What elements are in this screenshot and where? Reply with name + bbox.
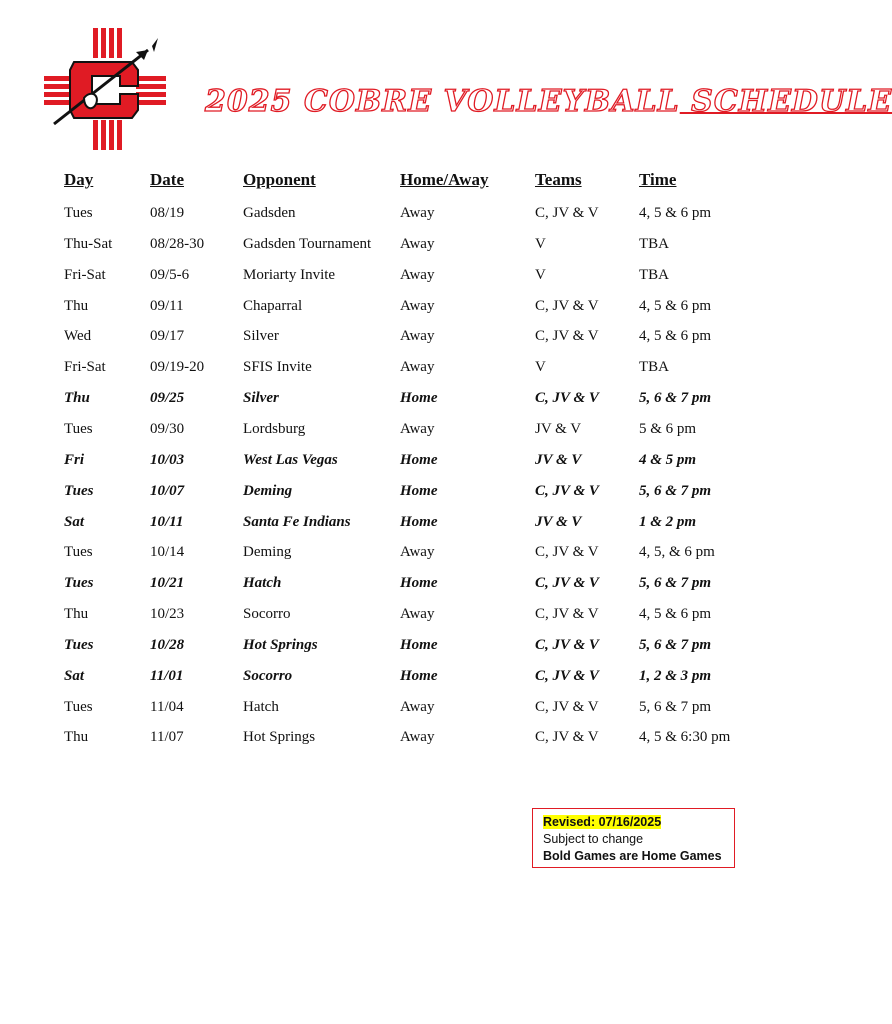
column-header-day: Day	[64, 170, 94, 189]
cell-location: Away	[400, 359, 435, 376]
cell-day: Thu	[64, 729, 89, 746]
cell-time: 4, 5 & 6:30 pm	[639, 729, 731, 746]
cell-teams: C, JV & V	[535, 606, 599, 623]
cell-location: Away	[400, 235, 435, 252]
cell-time: TBA	[639, 235, 669, 252]
cell-day: Thu-Sat	[64, 235, 113, 252]
cell-location: Home	[400, 575, 438, 592]
cell-day: Tues	[64, 482, 94, 499]
cell-opponent: Silver	[243, 390, 279, 407]
cell-day: Tues	[64, 636, 94, 653]
cell-opponent: Santa Fe Indians	[243, 513, 351, 530]
cell-time: 5, 6 & 7 pm	[639, 482, 712, 499]
cell-location: Away	[400, 297, 435, 314]
table-row	[0, 483, 791, 507]
cell-date: 08/28-30	[150, 235, 205, 252]
cell-teams: JV & V	[535, 513, 582, 530]
cell-date: 09/17	[150, 328, 185, 345]
cell-teams: C, JV & V	[535, 636, 599, 653]
cell-day: Wed	[64, 328, 92, 345]
cell-day: Fri	[64, 451, 85, 468]
cell-date: 08/19	[150, 205, 185, 221]
cell-day: Tues	[64, 544, 93, 561]
cell-location: Away	[400, 266, 435, 283]
cell-opponent: Silver	[243, 328, 279, 345]
cell-location: Away	[400, 698, 435, 715]
table-row	[0, 575, 791, 599]
cell-teams: C, JV & V	[535, 667, 599, 684]
cell-teams: C, JV & V	[535, 729, 599, 746]
table-row	[0, 205, 791, 229]
revision-note	[532, 808, 735, 868]
cell-date: 09/5-6	[150, 266, 190, 283]
cell-opponent: Socorro	[243, 667, 293, 684]
cell-opponent: Hatch	[243, 698, 279, 715]
cell-location: Home	[400, 513, 438, 530]
cell-teams: C, JV & V	[535, 297, 599, 314]
cell-day: Tues	[64, 698, 93, 715]
cell-time: 5, 6 & 7 pm	[639, 390, 712, 407]
cell-location: Home	[400, 636, 438, 653]
table-row	[0, 359, 791, 383]
column-header-time: Time	[639, 170, 677, 189]
cell-time: 4, 5 & 6 pm	[639, 297, 712, 314]
cell-date: 11/04	[150, 698, 184, 715]
cell-date: 09/11	[150, 297, 184, 314]
cell-time: 4, 5 & 6 pm	[639, 205, 712, 221]
cell-date: 10/23	[150, 606, 185, 623]
cell-teams: C, JV & V	[535, 390, 599, 407]
table-row	[0, 421, 791, 445]
cell-opponent: Socorro	[243, 606, 291, 623]
cell-date: 10/28	[150, 636, 185, 653]
cell-teams: C, JV & V	[535, 575, 599, 592]
cell-location: Away	[400, 420, 435, 437]
cell-teams: C, JV & V	[535, 205, 599, 221]
cell-day: Fri-Sat	[64, 266, 106, 283]
cell-day: Tues	[64, 575, 94, 592]
cell-teams: C, JV & V	[535, 328, 599, 345]
cell-time: TBA	[639, 266, 669, 283]
cell-teams: JV & V	[535, 420, 582, 437]
table-row	[0, 729, 791, 753]
cell-time: 5, 6 & 7 pm	[639, 636, 712, 653]
cell-opponent: Chaparral	[243, 297, 303, 314]
cell-opponent: Gadsden	[243, 205, 296, 221]
cell-time: 4 & 5 pm	[639, 451, 697, 468]
cell-day: Tues	[64, 205, 93, 221]
table-row	[0, 452, 791, 476]
cell-date: 10/14	[150, 544, 185, 561]
cell-teams: C, JV & V	[535, 482, 599, 499]
cell-time: 5 & 6 pm	[639, 420, 697, 437]
cell-day: Thu	[64, 297, 89, 314]
column-header-opponent: Opponent	[243, 170, 316, 189]
column-header-teams: Teams	[535, 170, 582, 189]
table-row	[0, 236, 791, 260]
cell-teams: C, JV & V	[535, 698, 599, 715]
cell-day: Sat	[64, 667, 85, 684]
table-row	[0, 668, 791, 692]
cell-time: 1, 2 & 3 pm	[639, 667, 712, 684]
cell-opponent: Hot Springs	[243, 729, 316, 746]
title-main: 2025 COBRE VOLLEYBALL	[205, 84, 680, 119]
cell-date: 10/21	[150, 575, 185, 592]
cell-location: Home	[400, 390, 438, 407]
cell-opponent: SFIS Invite	[243, 359, 312, 376]
cell-teams: C, JV & V	[535, 544, 599, 561]
cell-location: Away	[400, 544, 435, 561]
cell-time: 5, 6 & 7 pm	[639, 698, 712, 715]
revised-date: Revised: 07/16/2025	[543, 815, 662, 829]
cell-day: Sat	[64, 513, 85, 530]
cell-location: Away	[400, 328, 435, 345]
table-row	[0, 637, 791, 661]
cell-time: 5, 6 & 7 pm	[639, 575, 712, 592]
cell-day: Tues	[64, 420, 93, 437]
cell-opponent: Hatch	[243, 575, 282, 592]
cell-location: Home	[400, 667, 438, 684]
cell-date: 11/01	[150, 667, 184, 684]
cell-time: 4, 5, & 6 pm	[639, 544, 715, 561]
cell-time: 1 & 2 pm	[639, 513, 697, 530]
cell-date: 09/25	[150, 390, 185, 407]
cell-opponent: Deming	[243, 482, 293, 499]
cell-teams: V	[535, 235, 546, 252]
cell-location: Away	[400, 729, 435, 746]
table-row	[0, 544, 791, 568]
cell-day: Fri-Sat	[64, 359, 106, 376]
cell-day: Thu	[64, 390, 90, 407]
table-row	[0, 267, 791, 291]
cell-location: Home	[400, 482, 438, 499]
cell-opponent: Hot Springs	[243, 636, 318, 653]
cell-opponent: Deming	[243, 544, 292, 561]
subject-to-change: Subject to change	[543, 832, 644, 846]
cell-time: 4, 5 & 6 pm	[639, 606, 712, 623]
cobre-logo-icon	[44, 28, 166, 150]
table-row	[0, 699, 791, 723]
cell-date: 10/07	[150, 482, 185, 499]
cell-opponent: Lordsburg	[243, 420, 306, 437]
cell-opponent: West Las Vegas	[243, 451, 338, 468]
column-header-date: Date	[150, 170, 184, 189]
cell-date: 09/30	[150, 420, 185, 437]
cell-opponent: Moriarty Invite	[243, 266, 336, 283]
cell-time: TBA	[639, 359, 669, 376]
cell-time: 4, 5 & 6 pm	[639, 328, 712, 345]
table-row	[0, 514, 791, 538]
table-row	[0, 390, 791, 414]
title-underlined: SCHEDULE	[679, 84, 892, 119]
cell-date: 10/11	[150, 513, 184, 530]
table-row	[0, 606, 791, 630]
cell-date: 09/19-20	[150, 359, 205, 376]
cell-teams: V	[535, 266, 546, 283]
cell-location: Away	[400, 205, 435, 221]
cell-location: Away	[400, 606, 435, 623]
table-row	[0, 328, 791, 352]
bold-games-note: Bold Games are Home Games	[543, 849, 722, 863]
cell-teams: JV & V	[535, 451, 582, 468]
column-header-home-away: Home/Away	[400, 170, 489, 189]
cell-location: Home	[400, 451, 438, 468]
cell-date: 10/03	[150, 451, 185, 468]
cell-day: Thu	[64, 606, 89, 623]
cell-teams: V	[535, 359, 546, 376]
table-row	[0, 298, 791, 322]
cell-date: 11/07	[150, 729, 184, 746]
page-title	[205, 84, 892, 119]
cell-opponent: Gadsden Tournament	[243, 235, 372, 252]
